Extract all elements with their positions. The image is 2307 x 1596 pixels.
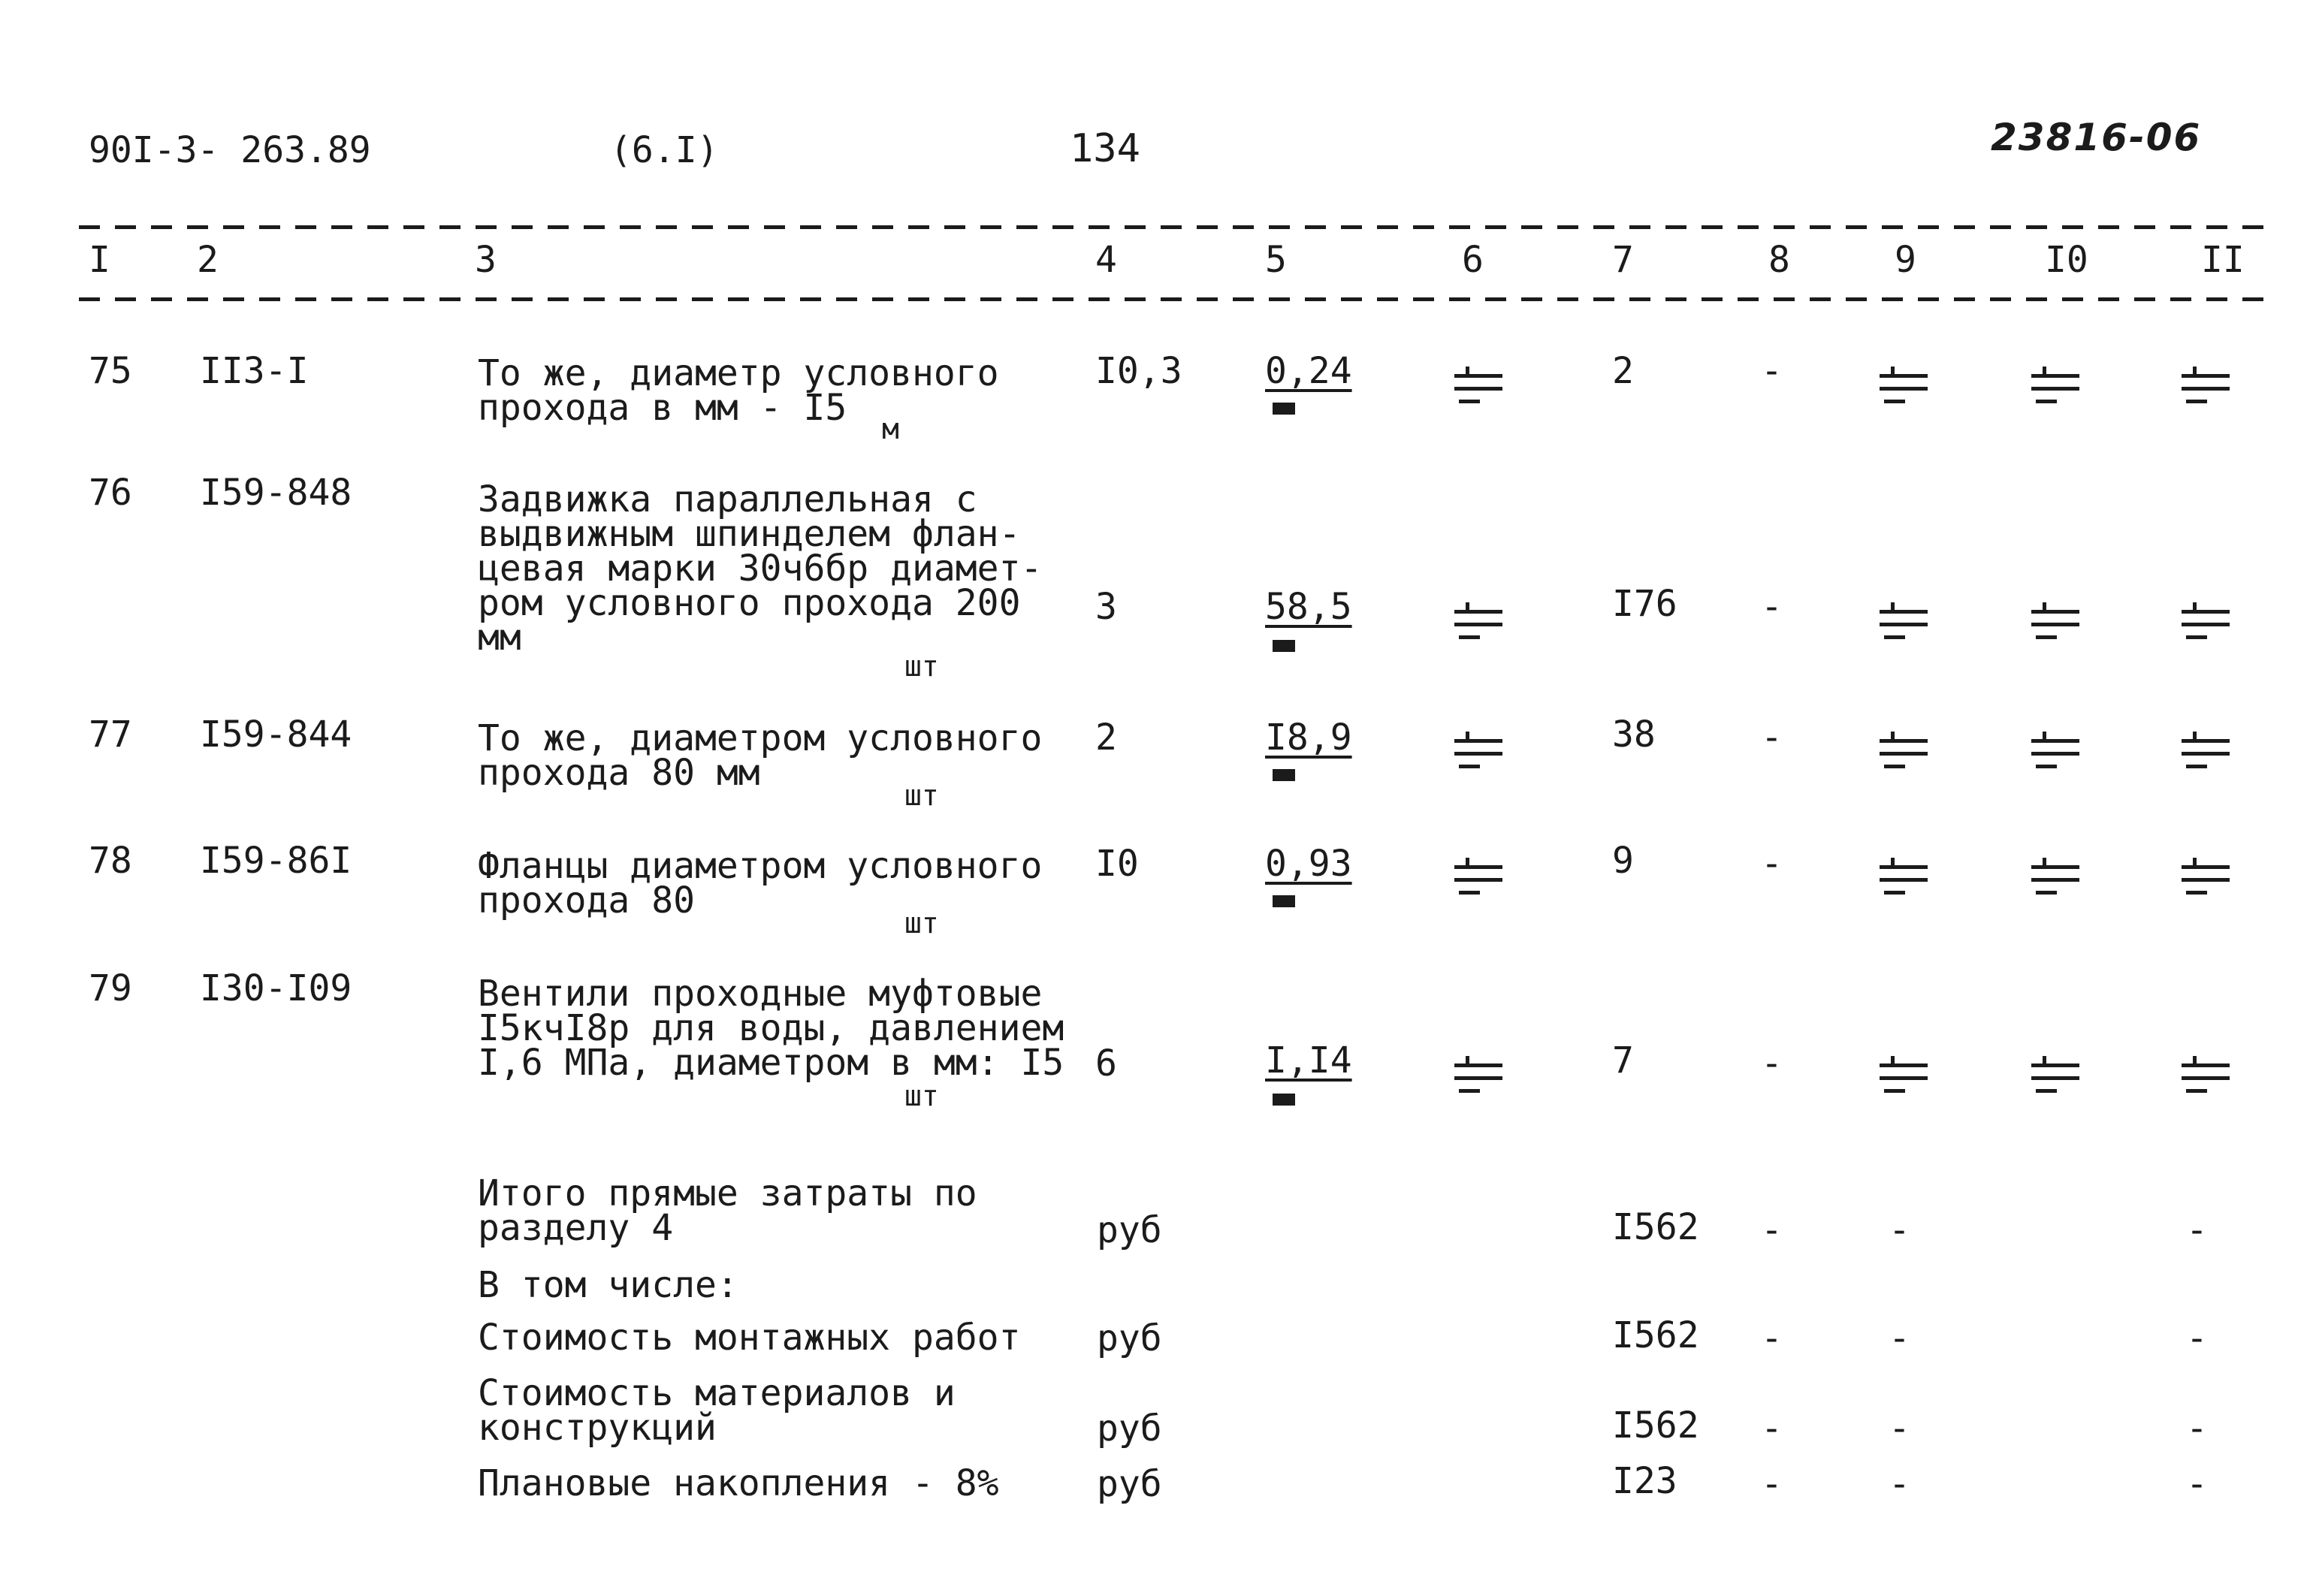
ditto-mark bbox=[2182, 865, 2230, 895]
summary-column-9: - bbox=[1889, 1317, 1910, 1359]
summary-label: разделу 4 bbox=[478, 1207, 674, 1249]
unit-label: шт bbox=[904, 1079, 939, 1112]
ditto-mark bbox=[2182, 1063, 2230, 1094]
description-line: прохода в мм - I5 bbox=[478, 387, 847, 429]
column-8-value: - bbox=[1761, 1042, 1783, 1085]
summary-column-11: - bbox=[2186, 1407, 2208, 1450]
column-header-1: I bbox=[89, 239, 110, 281]
unit-label: шт bbox=[904, 650, 939, 683]
ditto-mark bbox=[1454, 739, 1502, 769]
column-header-11: II bbox=[2201, 239, 2245, 281]
quantity: I0 bbox=[1095, 843, 1139, 885]
summary-label: Стоимость материалов и bbox=[478, 1372, 956, 1414]
summary-column-8: - bbox=[1761, 1209, 1783, 1251]
ditto-mark bbox=[1454, 610, 1502, 640]
quantity: 6 bbox=[1095, 1042, 1117, 1085]
row-number: 78 bbox=[89, 840, 132, 882]
column-8-value: - bbox=[1761, 843, 1783, 885]
ditto-mark bbox=[2031, 374, 2079, 404]
unit-price: I8,9 bbox=[1265, 717, 1352, 759]
quantity: 3 bbox=[1095, 586, 1117, 628]
ditto-mark bbox=[1880, 610, 1928, 640]
summary-label: Итого прямые затраты по bbox=[478, 1172, 977, 1214]
column-header-8: 8 bbox=[1768, 239, 1790, 281]
ditto-mark bbox=[1880, 865, 1928, 895]
summary-column-8: - bbox=[1761, 1407, 1783, 1450]
unit-price: 0,93 bbox=[1265, 843, 1352, 885]
summary-unit: руб bbox=[1097, 1407, 1162, 1450]
description-line: I5кчI8р для воды, давлением bbox=[478, 1007, 1064, 1049]
unit-price: 0,24 bbox=[1265, 350, 1352, 392]
norm-code: I30-I09 bbox=[200, 967, 352, 1009]
unit-price: I,I4 bbox=[1265, 1039, 1352, 1082]
ditto-under-price bbox=[1273, 640, 1295, 652]
column-8-value: - bbox=[1761, 717, 1783, 759]
ditto-under-price bbox=[1273, 769, 1295, 781]
column-header-7: 7 bbox=[1612, 239, 1634, 281]
summary-unit: руб bbox=[1097, 1209, 1162, 1251]
ditto-mark bbox=[2031, 1063, 2079, 1094]
column-header-5: 5 bbox=[1265, 239, 1287, 281]
unit-label: шт bbox=[904, 907, 939, 940]
ditto-mark bbox=[2031, 739, 2079, 769]
description-line: То же, диаметром условного bbox=[478, 717, 1043, 759]
total-cost: 7 bbox=[1612, 1039, 1634, 1082]
summary-unit: руб bbox=[1097, 1317, 1162, 1359]
column-8-value: - bbox=[1761, 586, 1783, 628]
ditto-mark bbox=[1454, 374, 1502, 404]
summary-unit: руб bbox=[1097, 1463, 1162, 1505]
unit-label: м bbox=[882, 412, 899, 445]
row-number: 76 bbox=[89, 472, 132, 514]
ditto-mark bbox=[1880, 374, 1928, 404]
row-number: 75 bbox=[89, 350, 132, 392]
ditto-under-price bbox=[1273, 403, 1295, 415]
description-line: I,6 МПа, диаметром в мм: I5 bbox=[478, 1042, 1064, 1084]
description-line: прохода 80 bbox=[478, 879, 695, 922]
section-number: (6.I) bbox=[610, 129, 719, 171]
summary-total: I562 bbox=[1612, 1404, 1699, 1447]
column-header-9: 9 bbox=[1895, 239, 1916, 281]
norm-code: II3-I bbox=[200, 350, 309, 392]
summary-column-8: - bbox=[1761, 1463, 1783, 1505]
summary-column-11: - bbox=[2186, 1463, 2208, 1505]
column-header-6: 6 bbox=[1462, 239, 1484, 281]
quantity: 2 bbox=[1095, 717, 1117, 759]
description-line: мм bbox=[478, 617, 521, 659]
total-cost: 2 bbox=[1612, 350, 1634, 392]
summary-column-9: - bbox=[1889, 1407, 1910, 1450]
row-number: 77 bbox=[89, 714, 132, 756]
total-cost: 38 bbox=[1612, 714, 1656, 756]
summary-total: I562 bbox=[1612, 1314, 1699, 1356]
summary-total: I23 bbox=[1612, 1460, 1677, 1502]
norm-code: I59-844 bbox=[200, 714, 352, 756]
summary-column-11: - bbox=[2186, 1209, 2208, 1251]
norm-code: I59-86I bbox=[200, 840, 352, 882]
ditto-mark bbox=[1880, 739, 1928, 769]
column-header-2: 2 bbox=[197, 239, 219, 281]
description-line: ром условного прохода 200 bbox=[478, 582, 1021, 624]
summary-column-8: - bbox=[1761, 1317, 1783, 1359]
header-top-rule bbox=[79, 225, 2271, 229]
summary-column-11: - bbox=[2186, 1317, 2208, 1359]
summary-subheading: В том числе: bbox=[478, 1264, 738, 1306]
description-line: выдвижным шпинделем флан- bbox=[478, 513, 1021, 555]
total-cost: 9 bbox=[1612, 840, 1634, 882]
header-bottom-rule bbox=[79, 297, 2271, 301]
ditto-mark bbox=[1454, 1063, 1502, 1094]
quantity: I0,3 bbox=[1095, 350, 1182, 392]
column-header-4: 4 bbox=[1095, 239, 1117, 281]
ditto-mark bbox=[2182, 739, 2230, 769]
description-line: Фланцы диаметром условного bbox=[478, 845, 1043, 887]
unit-price: 58,5 bbox=[1265, 586, 1352, 628]
ditto-mark bbox=[1880, 1063, 1928, 1094]
summary-label: конструкций bbox=[478, 1407, 717, 1449]
summary-total: I562 bbox=[1612, 1206, 1699, 1248]
summary-column-9: - bbox=[1889, 1209, 1910, 1251]
summary-label: Стоимость монтажных работ bbox=[478, 1317, 1021, 1359]
description-line: Задвижка параллельная с bbox=[478, 478, 977, 520]
description-line: То же, диаметр условного bbox=[478, 352, 999, 394]
total-cost: I76 bbox=[1612, 583, 1677, 625]
description-line: цевая марки 30ч6бр диамет- bbox=[478, 548, 1043, 590]
ditto-mark bbox=[2182, 374, 2230, 404]
description-line: прохода 80 мм bbox=[478, 752, 760, 794]
column-header-10: I0 bbox=[2045, 239, 2088, 281]
ditto-mark bbox=[1454, 865, 1502, 895]
unit-label: шт bbox=[904, 779, 939, 812]
column-8-value: - bbox=[1761, 350, 1783, 392]
norm-code: I59-848 bbox=[200, 472, 352, 514]
row-number: 79 bbox=[89, 967, 132, 1009]
ditto-under-price bbox=[1273, 895, 1295, 907]
summary-label: Плановые накопления - 8% bbox=[478, 1462, 999, 1504]
handwritten-archive-number: 23816-06 bbox=[1991, 116, 2202, 159]
ditto-mark bbox=[2031, 865, 2079, 895]
ditto-mark bbox=[2031, 610, 2079, 640]
ditto-under-price bbox=[1273, 1094, 1295, 1106]
document-code: 90I-3- 263.89 bbox=[89, 129, 371, 171]
page-number: 134 bbox=[1070, 126, 1140, 171]
ditto-mark bbox=[2182, 610, 2230, 640]
summary-column-9: - bbox=[1889, 1463, 1910, 1505]
description-line: Вентили проходные муфтовые bbox=[478, 973, 1043, 1015]
column-header-3: 3 bbox=[475, 239, 497, 281]
